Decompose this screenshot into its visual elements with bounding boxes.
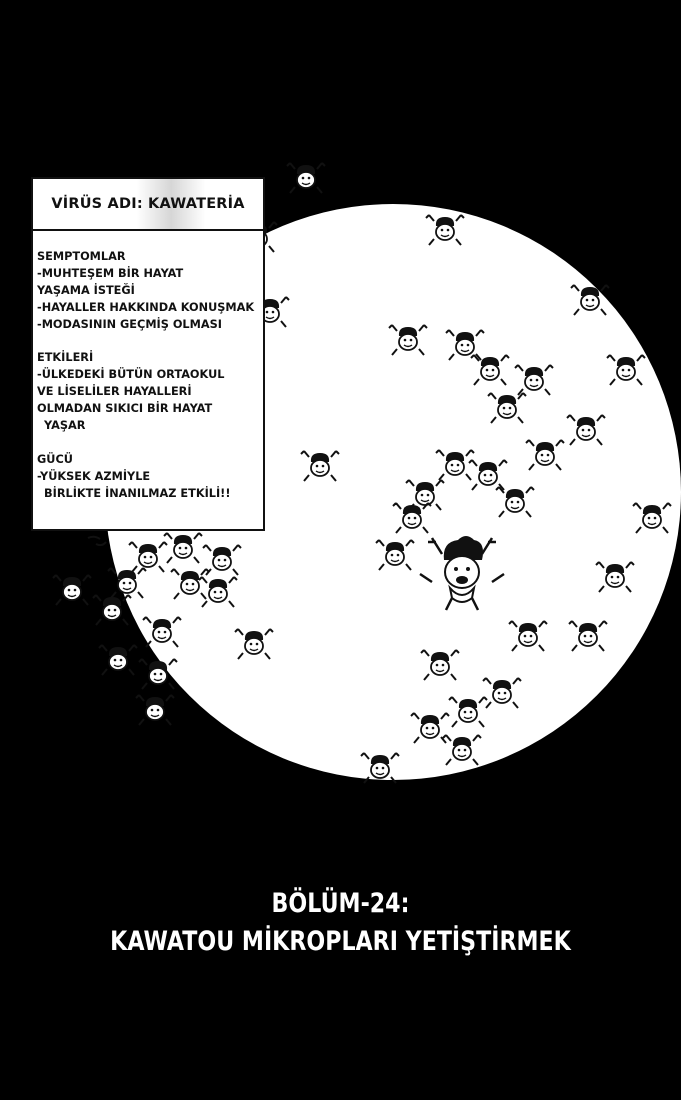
germ-creature: [99, 645, 137, 675]
virus-info-card: [31, 177, 265, 531]
effect-line: OLMADAN SIKICI BİR HAYAT: [37, 402, 213, 416]
chapter-title: [61, 885, 619, 961]
germ-creature: [53, 575, 91, 605]
power-heading: GÜCÜ: [37, 452, 73, 466]
effects-section: [37, 350, 265, 435]
power-line: -YÜKSEK AZMİYLE: [37, 469, 151, 483]
symptom-line: -HAYALLER HAKKINDA KONUŞMAK: [37, 300, 255, 314]
effects-heading: ETKİLERİ: [37, 351, 94, 365]
germ-creature: [287, 163, 325, 193]
symptom-line: -MUHTEŞEM BİR HAYAT: [37, 266, 184, 280]
effect-line: YAŞAR: [44, 419, 86, 433]
power-section: [37, 452, 265, 503]
chapter-number: BÖLÜM-24:: [271, 888, 410, 919]
chapter-name: KAWATOU MİKROPLARI YETİŞTİRMEK: [110, 926, 571, 957]
virus-name-header: [33, 179, 263, 231]
virus-details: [37, 249, 265, 519]
virus-name: VİRÜS ADI: KAWATERİA: [51, 196, 245, 212]
symptoms-section: [37, 249, 265, 334]
power-line: BİRLİKTE İNANILMAZ ETKİLİ!!: [44, 486, 231, 500]
effect-line: VE LİSELİLER HAYALLERİ: [37, 385, 192, 399]
effect-line: -ÜLKEDEKİ BÜTÜN ORTAOKUL: [37, 368, 225, 382]
germ-creature: [93, 595, 131, 625]
symptom-line: -MODASININ GEÇMİŞ OLMASI: [37, 317, 222, 331]
symptom-line: YAŞAMA İSTEĞİ: [37, 283, 135, 297]
germ-creature: [136, 695, 174, 725]
symptoms-heading: SEMPTOMLAR: [37, 250, 126, 263]
